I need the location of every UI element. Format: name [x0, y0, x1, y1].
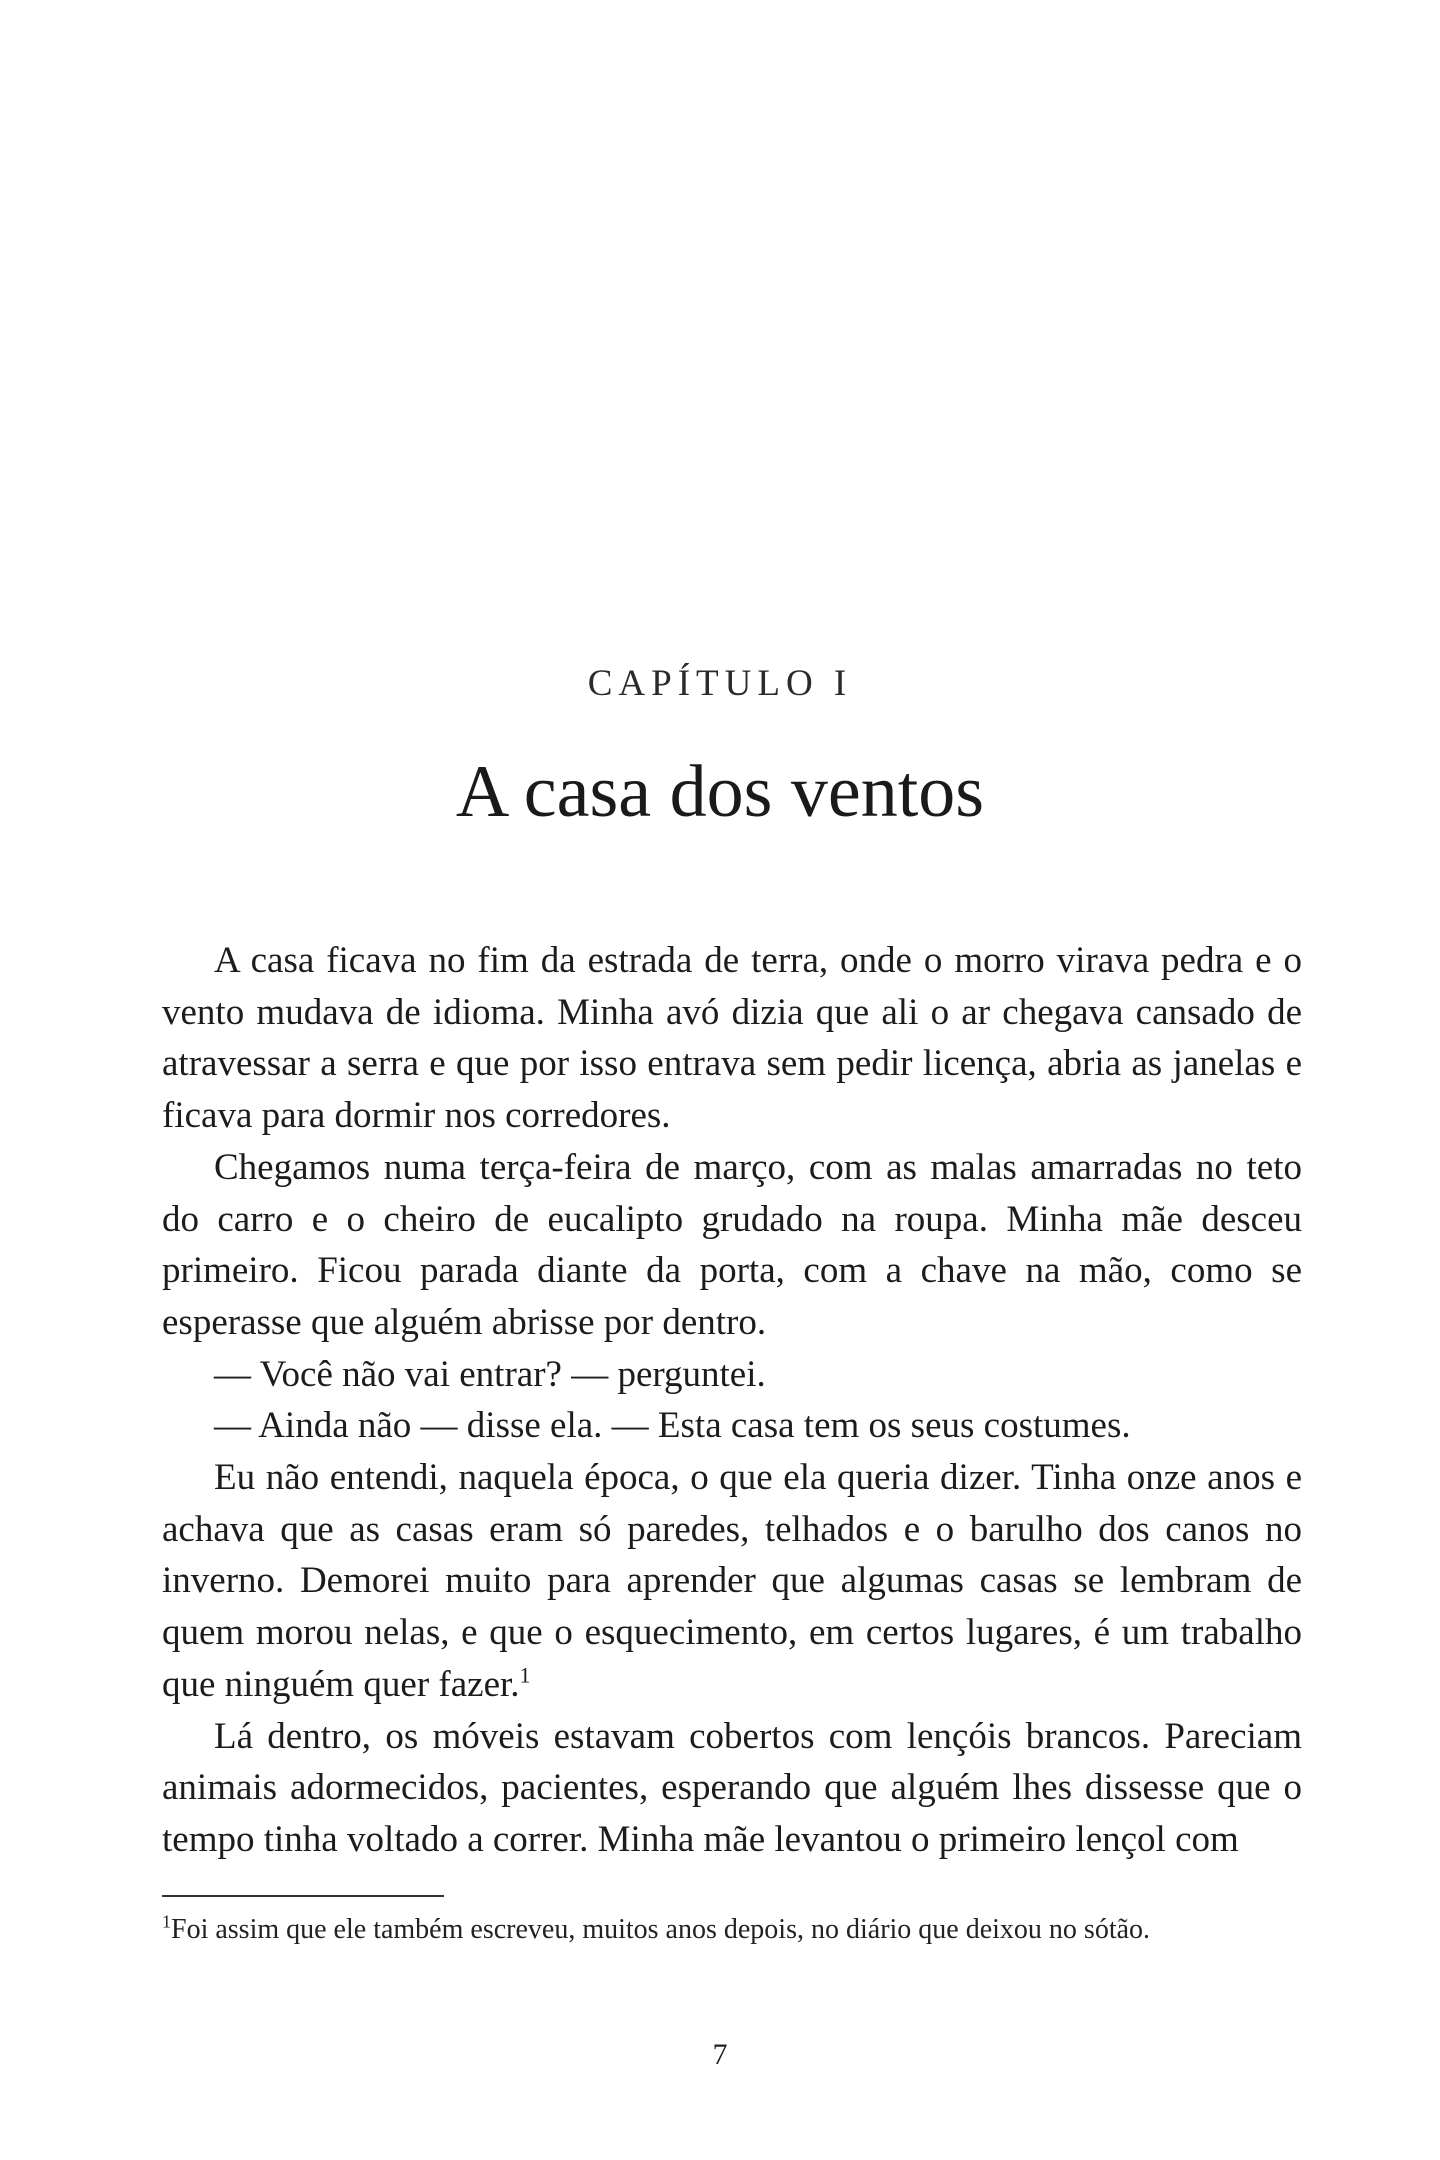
footnote-text: Foi assim que ele também escreveu, muitos anos depois, no diário que deixou no sótão.	[171, 1914, 1151, 1945]
chapter-label: CAPÍTULO I	[587, 663, 853, 704]
paragraph: A casa ficava no fim da estrada de terra, onde o morro virava pedra e o vento mudava de idioma. Minha avó dizia que ali o ar chegava cansado de atravessar a serra e que por isso entrava sem pedir licença, abria as janelas e ficava para dormir nos corredores.	[162, 940, 1302, 1137]
footnote-reference: 1	[519, 1662, 531, 1688]
paragraph-text: Eu não entendi, naquela época, o que ela queria dizer. Tinha onze anos e achava que as casas eram só paredes, telhados e o barulho dos canos no inverno. Demorei muito para aprender que algumas casas se lembram de quem morou nelas, e que o esquecimento, em certos lugares, é um trabalho que ninguém quer fazer.	[162, 1457, 1302, 1705]
paragraph-with-footnote	[162, 1452, 1302, 1711]
chapter-title: A casa dos ventos	[455, 751, 985, 833]
footnote-divider	[162, 1895, 444, 1897]
footnote	[162, 1912, 1302, 1948]
page-number: 7	[712, 2038, 728, 2071]
dialogue-line: — Você não vai entrar? — perguntei.	[214, 1353, 766, 1395]
paragraph: Chegamos numa terça-feira de março, com as malas amarradas no teto do carro e o cheiro de eucalipto grudado na roupa. Minha mãe desceu primeiro. Ficou parada diante da porta, com a chave na mão, como se esperasse que alguém abrisse por dentro.	[162, 1146, 1302, 1343]
dialogue-line: — Ainda não — disse ela. — Esta casa tem os seus costumes.	[214, 1405, 1131, 1447]
footnote-mark: 1	[162, 1911, 171, 1932]
paragraph: Lá dentro, os móveis estavam cobertos com lençóis brancos. Pareciam animais adormecidos, pacientes, esperando que alguém lhes dissesse que o tempo tinha voltado a correr. Minha mãe levantou o primeiro lençol com	[162, 1715, 1302, 1860]
body-text	[162, 935, 1302, 1866]
